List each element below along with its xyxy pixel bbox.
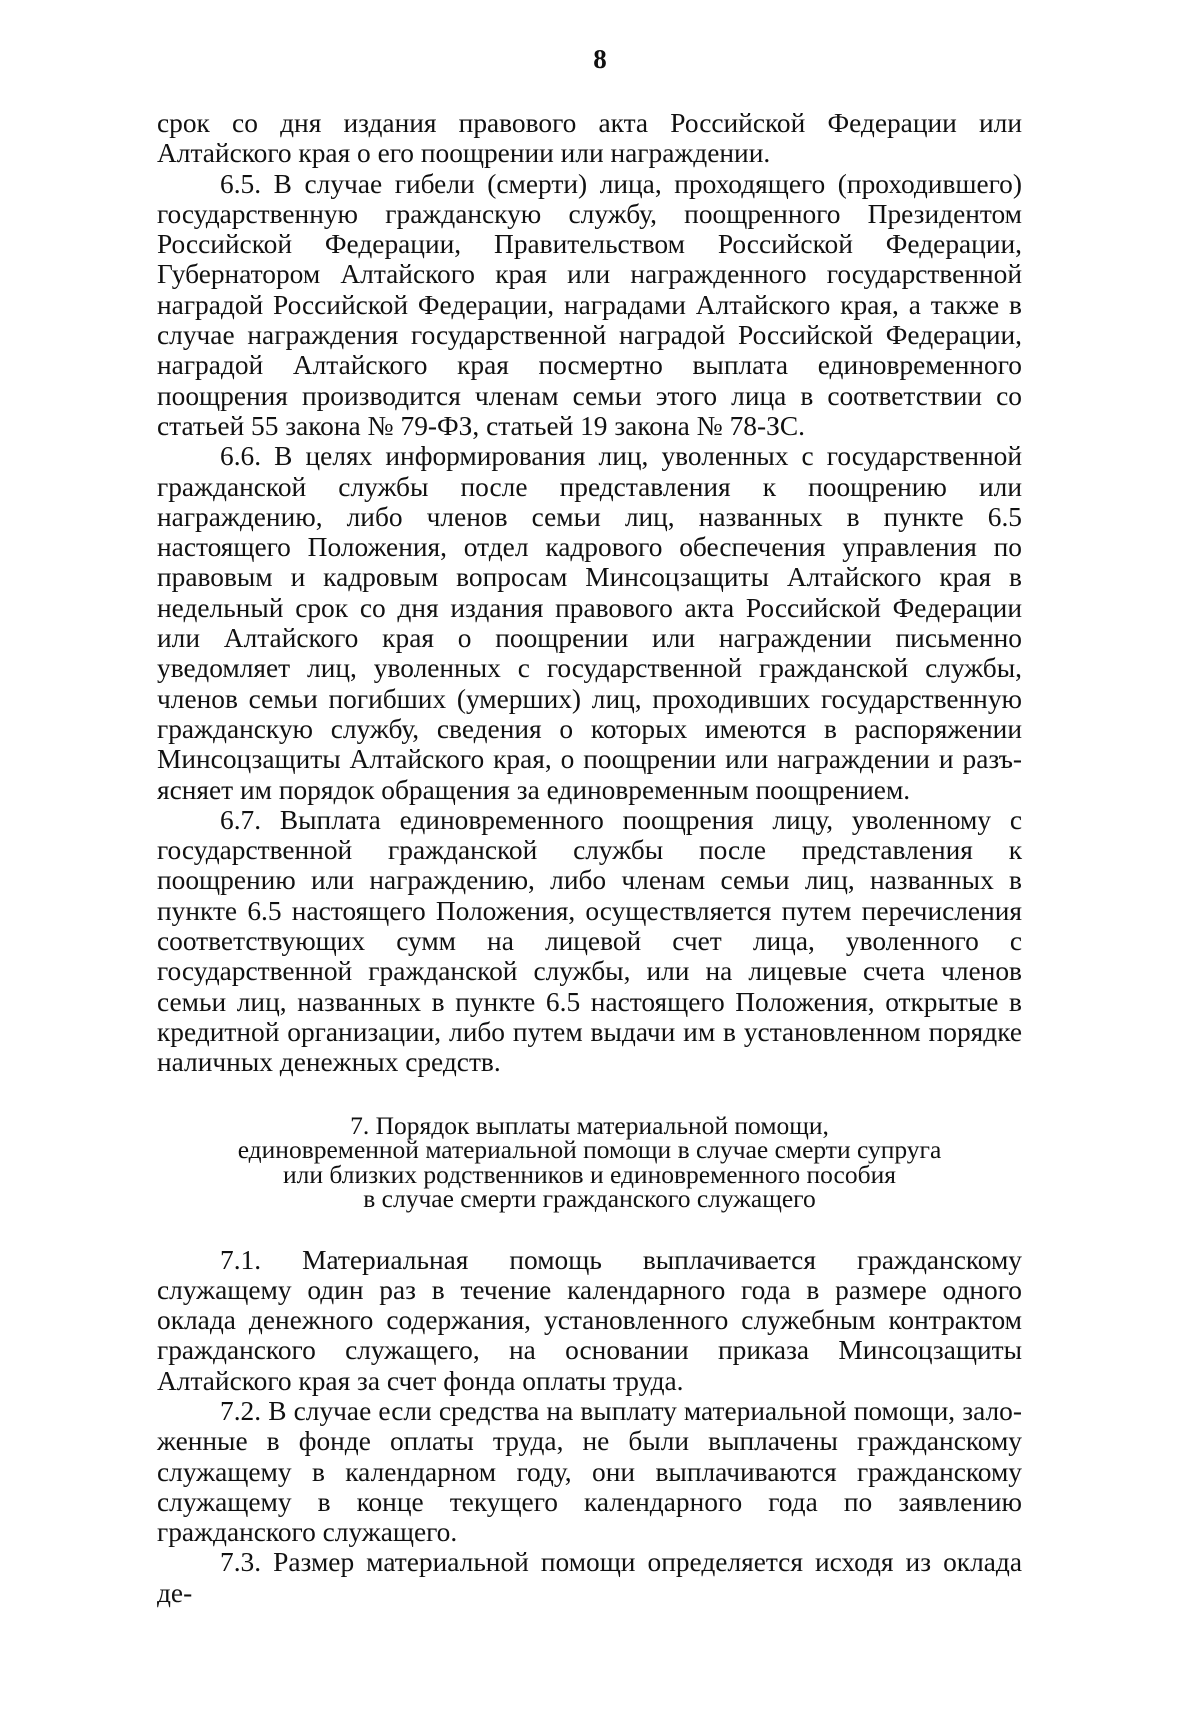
page-number: 8 xyxy=(593,44,607,74)
document-body xyxy=(157,108,1022,1608)
section-7-heading-line: в случае смерти гражданского служащего xyxy=(363,1184,816,1213)
paragraph-7-1: 7.1. Материальная помощь выплачивается гражданскому служащему один раз в течение календарного года в размере одного оклада денежного содержания, установленного служебным контрактом гражданского служащего, на основании приказа Минсоцзащиты Алтайского края за счет фонда оплаты труда. xyxy=(157,1244,1022,1396)
section-7-heading xyxy=(157,1110,1022,1213)
section-7-heading-line: единовременной материальной помощи в случае смерти супруга xyxy=(237,1135,942,1164)
section-gap xyxy=(157,1212,1022,1245)
paragraph-7-3: 7.3. Размер материальной помощи определяется исходя из оклада де- xyxy=(157,1547,1022,1608)
paragraph-6-7: 6.7. Выплата единовременного поощрения лицу, уволенному с государственной гражданской службы после представления к поощрению или награждению, либо членам семьи лиц, названных в пункте 6.5 настоящего Положения, осуществляется путем перечисления соответствующих сумм на лицевой счет лица, уволенного с государственной гражданской службы, или на лицевые счета членов семьи лиц, названных в пункте 6.5 настоящего Положения, открытые в кредитной организации, либо путем выдачи им в установленном порядке наличных денежных средств. xyxy=(157,804,1022,1078)
paragraph-7-2: 7.2. В случае если средства на выплату материальной помощи, заложенные в фонде оплаты труда, не были выплачены гражданскому служащему в календарном году, они выплачиваются гражданскому служащему в конце текущего календарного года по заявлению гражданского служащего. xyxy=(157,1395,1022,1548)
section-7-heading-line: или близких родственников и единовременного пособия xyxy=(283,1159,896,1189)
paragraph-6-5: 6.5. В случае гибели (смерти) лица, проходящего (проходившего) государственную гражданскую службу, поощренного Президентом Российской Федерации, Правительством Российской Федерации, Губернатором Алтайского края или награжденного государственной наградой Российской Федерации, наградами Алтайского края, а также в случае награждения государственной наградой Российской Федерации, наградой Алтайского края посмертно выплата единовременного поощрения производится членам семьи этого лица в соответствии со статьей 55 закона № 79-ФЗ, статьей 19 закона № 78-ЗС. xyxy=(157,168,1022,441)
paragraph-continuation: срок со дня издания правового акта Российской Федерации или Алтайского края о его поощрении или награждении. xyxy=(157,108,1022,169)
section-7-heading-line: 7. Порядок выплаты материальной помощи, xyxy=(350,1110,829,1140)
paragraph-6-6: 6.6. В целях информирования лиц, уволенных с государственной гражданской службы после представления к поощрению или награждению, либо членов семьи лиц, названных в пункте 6.5 настоящего Положения, отдел кадрового обеспечения управления по правовым и кадровым вопросам Минсоцзащиты Алтайского края в недельный срок со дня издания правового акта Российской Федерации или Алтайского края о поощрении или награждении письменно уведомляет лиц, уволенных с государственной гражданской службы, членов семьи погибших (умерших) лиц, проходивших государственную гражданскую службу, сведения о которых имеются в распоряжении Минсоцзащиты Алтайского края, о поощрении или награждении и разъясняет им порядок обращения за единовременным поощрением. xyxy=(157,441,1022,805)
